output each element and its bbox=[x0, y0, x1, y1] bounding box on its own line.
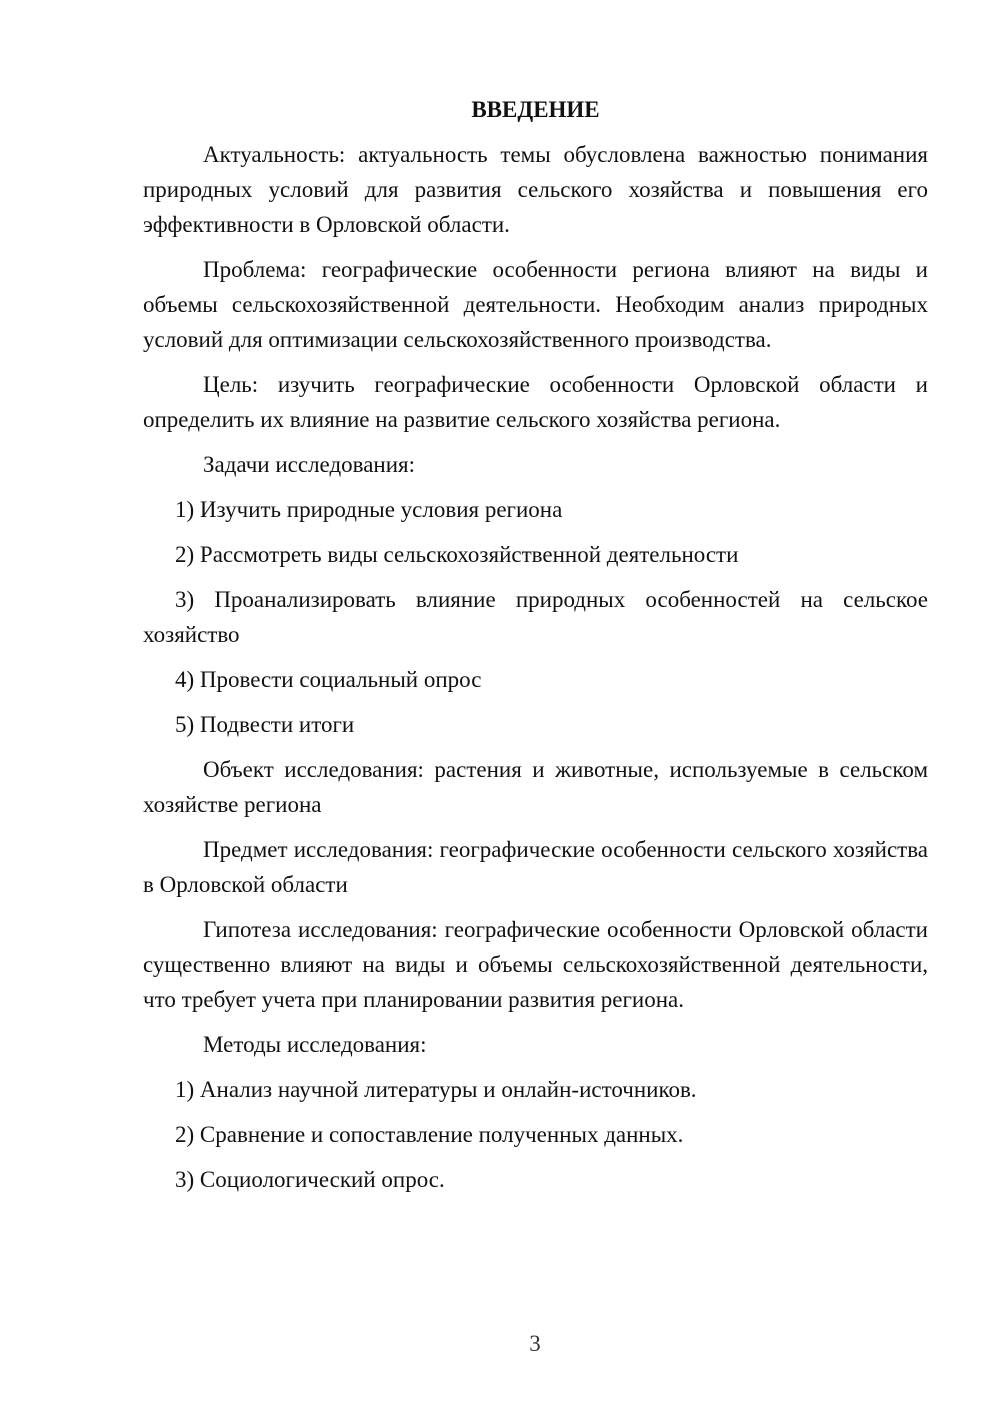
goal-paragraph: Цель: изучить географические особенности Орловской области и определить их влияние на развитие сельского хозяйства региона. bbox=[143, 372, 928, 432]
method-item: 3) Социологический опрос. bbox=[175, 1167, 445, 1192]
section-title: ВВЕДЕНИЕ bbox=[471, 97, 600, 122]
task-item: 4) Провести социальный опрос bbox=[175, 667, 482, 692]
hypothesis-paragraph: Гипотеза исследования: географические особенности Орловской области существенно влияют на виды и объемы сельскохозяйственной деятельности, что требует учета при планировании развития региона. bbox=[143, 917, 928, 1012]
tasks-heading: Задачи исследования: bbox=[203, 452, 416, 477]
problem-paragraph: Проблема: географические особенности региона влияют на виды и объемы сельскохозяйственной деятельности. Необходим анализ природных условий для оптимизации сельскохозяйственного производства. bbox=[143, 257, 928, 352]
method-item: 1) Анализ научной литературы и онлайн-источников. bbox=[175, 1077, 697, 1102]
method-item: 2) Сравнение и сопоставление полученных данных. bbox=[175, 1122, 684, 1147]
task-item: 3) Проанализировать влияние природных особенностей на сельское хозяйство bbox=[143, 587, 928, 647]
page-number: 3 bbox=[529, 1331, 541, 1356]
methods-heading: Методы исследования: bbox=[203, 1032, 427, 1057]
task-item: 1) Изучить природные условия региона bbox=[175, 497, 563, 522]
object-paragraph: Объект исследования: растения и животные, используемые в сельском хозяйстве региона bbox=[143, 757, 928, 817]
relevance-paragraph: Актуальность: актуальность темы обусловлена важностью понимания природных условий для развития сельского хозяйства и повышения его эффективности в Орловской области. bbox=[143, 142, 928, 237]
task-item: 5) Подвести итоги bbox=[175, 712, 355, 737]
task-item: 2) Рассмотреть виды сельскохозяйственной деятельности bbox=[175, 542, 739, 567]
subject-paragraph: Предмет исследования: географические особенности сельского хозяйства в Орловской области bbox=[143, 837, 928, 897]
document-body bbox=[143, 92, 928, 1207]
